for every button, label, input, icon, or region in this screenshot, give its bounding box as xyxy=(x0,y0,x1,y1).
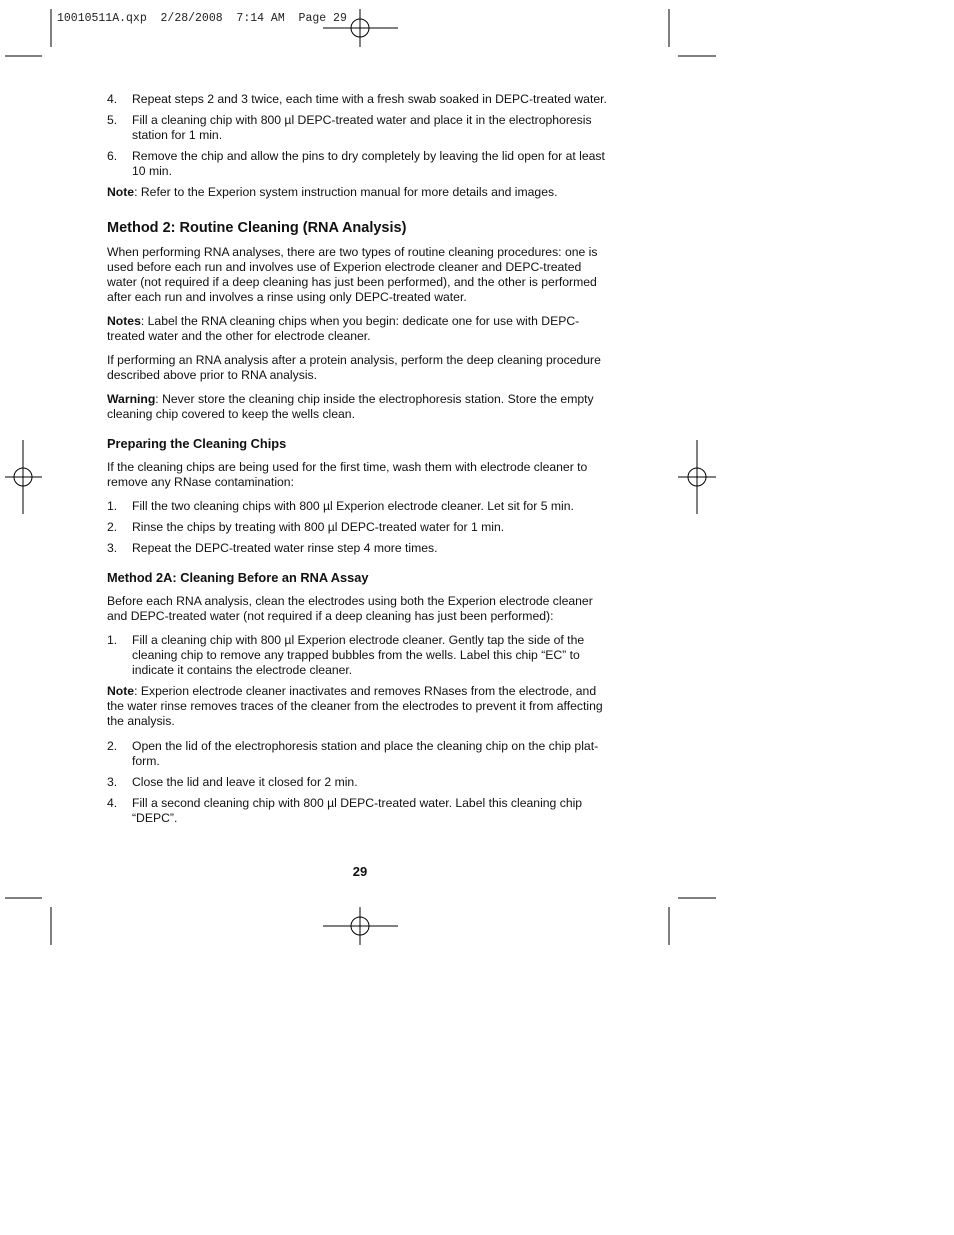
method-2a-intro: Before each RNA analysis, clean the electrodes using both the Experion electrode cleaner and DEPC-treated water (not required if a deep cleaning has just been performed): xyxy=(107,594,593,623)
list-item-number: 3. xyxy=(107,775,118,789)
list-item xyxy=(107,92,614,107)
section-heading-preparing: Preparing the Cleaning Chips xyxy=(107,436,287,451)
list-item-number: 2. xyxy=(107,520,118,534)
list-item-number: 4. xyxy=(107,796,118,810)
list-item-text: Rinse the chips by treating with 800 µl DEPC-treated water for 1 min. xyxy=(132,520,505,534)
section-heading-method-2: Method 2: Routine Cleaning (RNA Analysis) xyxy=(107,220,407,236)
list-item xyxy=(107,499,614,514)
list-item-number: 2. xyxy=(107,739,118,753)
list-item-text: Repeat steps 2 and 3 twice, each time with a fresh swab soaked in DEPC-treated water. xyxy=(132,92,607,106)
list-item xyxy=(107,796,614,826)
list-item-number: 6. xyxy=(107,149,118,163)
steps-list-top xyxy=(107,92,614,179)
list-item-text: Open the lid of the electrophoresis station and place the cleaning chip on the chip plat-form. xyxy=(132,739,599,768)
list-item-text: Remove the chip and allow the pins to dry completely by leaving the lid open for at least 10 min. xyxy=(132,149,605,178)
list-item-number: 3. xyxy=(107,541,118,555)
note-text: : Experion electrode cleaner inactivates and removes RNases from the electrode, and the water rinse removes traces of the cleaner from the electrodes to prevent it from affecting the analysis. xyxy=(107,684,603,728)
notes-text: : Label the RNA cleaning chips when you begin: dedicate one for use with DEPC-treated water and the other for electrode cleaner. xyxy=(107,314,580,343)
file-slug: 10010511A.qxp 2/28/2008 7:14 AM Page 29 xyxy=(57,12,347,25)
preparing-steps-list xyxy=(107,499,614,556)
note-paragraph xyxy=(107,684,614,729)
notes-label: Notes xyxy=(107,314,141,328)
note-label: Note xyxy=(107,684,135,698)
list-item-text: Close the lid and leave it closed for 2 min. xyxy=(132,775,358,789)
notes-paragraph xyxy=(107,314,614,344)
list-item-text: Fill a cleaning chip with 800 µl Experion electrode cleaner. Gently tap the side of the cleaning chip to remove any trapped bubbles from the wells. Label this chip “EC” to indicate it contains the electrode cleaner. xyxy=(132,633,585,677)
note-paragraph xyxy=(107,185,614,200)
section-heading-method-2a: Method 2A: Cleaning Before an RNA Assay xyxy=(107,570,369,585)
list-item-number: 1. xyxy=(107,499,118,513)
list-item-number: 5. xyxy=(107,113,118,127)
list-item-text: Fill a cleaning chip with 800 µl DEPC-treated water and place it in the electrophoresis station for 1 min. xyxy=(132,113,592,142)
page-number: 29 xyxy=(352,864,368,879)
method-2-intro: When performing RNA analyses, there are two types of routine cleaning procedures: one is used before each run and involves use of Experion electrode cleaner and DEPC-treated water (not required if a deep cleaning has just been performed), and the other is performed after each run and involves a rinse using only DEPC-treated water. xyxy=(107,245,598,304)
list-item xyxy=(107,541,614,556)
list-item-text: Fill a second cleaning chip with 800 µl DEPC-treated water. Label this cleaning chip “DEPC”. xyxy=(132,796,583,825)
list-item xyxy=(107,520,614,535)
list-item xyxy=(107,739,614,769)
warning-text: : Never store the cleaning chip inside the electrophoresis station. Store the empty cleaning chip covered to keep the wells clean. xyxy=(107,392,594,421)
note-label: Note xyxy=(107,185,135,199)
protein-analysis-paragraph: If performing an RNA analysis after a protein analysis, perform the deep cleaning procedure described above prior to RNA analysis. xyxy=(107,353,601,382)
method-2a-steps-list-2 xyxy=(107,739,614,826)
method-2a-steps-list-1 xyxy=(107,633,614,678)
list-item-text: Fill the two cleaning chips with 800 µl Experion electrode cleaner. Let sit for 5 min. xyxy=(132,499,574,513)
preparing-intro: If the cleaning chips are being used for the first time, wash them with electrode cleaner to remove any RNase contamination: xyxy=(107,460,588,489)
warning-label: Warning xyxy=(107,392,156,406)
list-item-text: Repeat the DEPC-treated water rinse step 4 more times. xyxy=(132,541,438,555)
page-content xyxy=(107,92,614,832)
list-item xyxy=(107,113,614,143)
list-item-number: 1. xyxy=(107,633,118,647)
list-item-number: 4. xyxy=(107,92,118,106)
list-item xyxy=(107,633,614,678)
list-item xyxy=(107,775,614,790)
note-text: : Refer to the Experion system instruction manual for more details and images. xyxy=(134,185,558,199)
list-item xyxy=(107,149,614,179)
warning-paragraph xyxy=(107,392,614,422)
